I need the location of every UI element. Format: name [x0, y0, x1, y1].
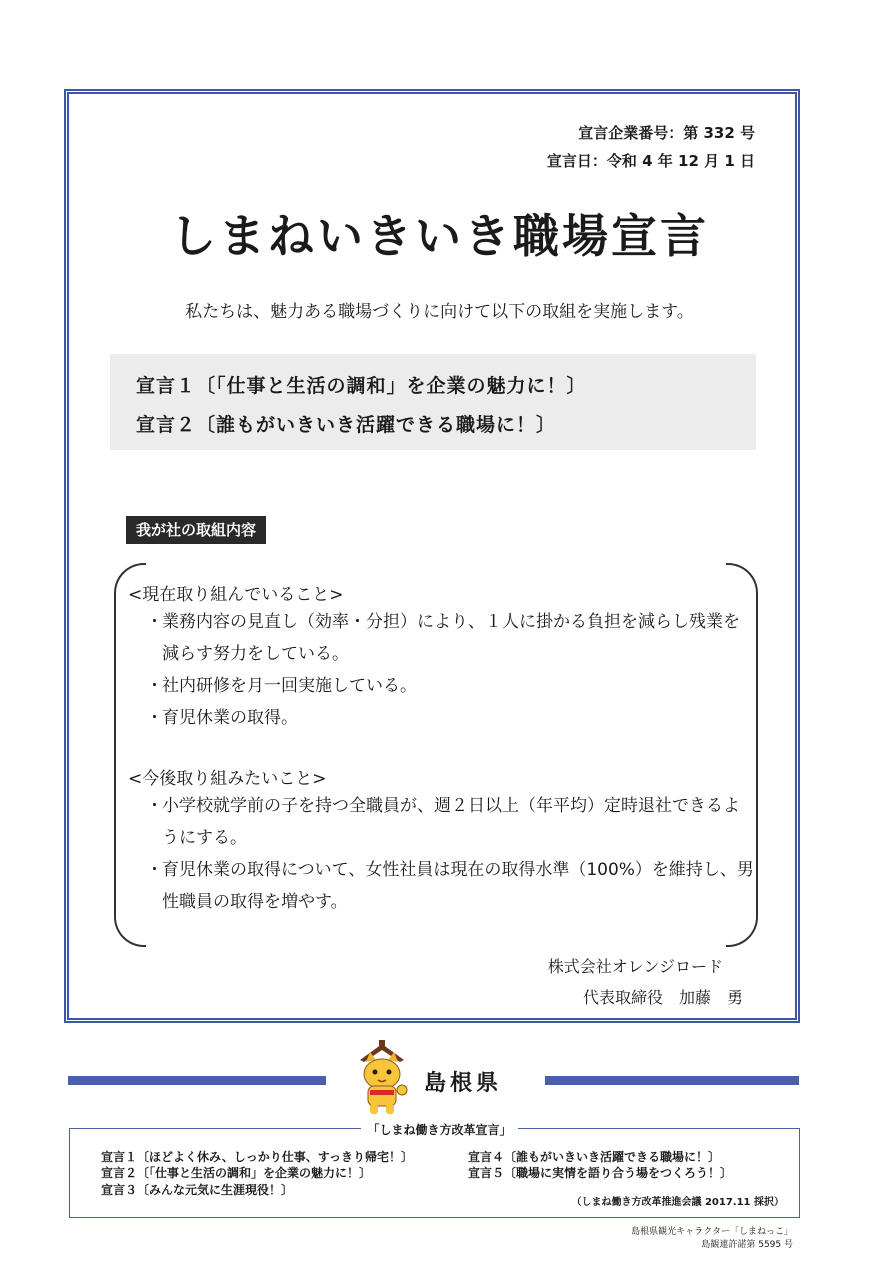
company-number: 宣言企業番号：第 332 号: [578, 124, 755, 142]
bullet: ・: [146, 676, 163, 696]
reform-declaration-5: 宣言５〔職場に実情を語り合う場をつくろう！〕: [468, 1166, 733, 1180]
current-item-3: [146, 702, 756, 734]
future-item-2-text: 育児休業の取得について、女性社員は現在の取得水準（100%）を維持し、男性職員の取得を増やす。: [162, 860, 754, 912]
current-item-2: [146, 670, 756, 702]
prefecture-name: 島根県: [424, 1071, 503, 1096]
reform-declaration-1: 宣言１〔ほどよく休み、しっかり仕事、すっきり帰宅！〕: [101, 1150, 414, 1164]
declaration-date: 宣言日：令和 4 年 12 月 1 日: [546, 152, 755, 170]
declaration-2: 宣言２〔誰もがいきいき活躍できる職場に！〕: [136, 414, 557, 436]
bullet: ・: [146, 612, 163, 632]
future-item-2: [146, 854, 756, 918]
divider-bar-right: [545, 1076, 799, 1085]
current-item-2-text: 社内研修を月一回実施している。: [162, 676, 417, 696]
current-efforts-heading: <現在取り組んでいること>: [128, 585, 344, 605]
current-item-1-text: 業務内容の見直し（効率・分担）により、１人に掛かる負担を減らし残業を減らす努力をしている。: [162, 612, 740, 664]
bullet: ・: [146, 708, 163, 728]
reform-title: 「しまね働き方改革宣言」: [361, 1123, 517, 1137]
company-name: 株式会社オレンジロード: [547, 957, 723, 976]
current-item-1: [146, 606, 756, 670]
declaration-1: 宣言１〔「仕事と生活の調和」を企業の魅力に！〕: [136, 375, 587, 397]
bracket-left: [114, 563, 146, 947]
section-label: 我が社の取組内容: [126, 516, 266, 544]
representative-name: 代表取締役 加藤 勇: [582, 988, 743, 1007]
reform-title-wrap: [0, 1119, 879, 1138]
future-item-1: [146, 790, 756, 854]
reform-declaration-2: 宣言２〔「仕事と生活の調和」を企業の魅力に！〕: [101, 1166, 372, 1180]
reform-declaration-4: 宣言４〔誰もがいきいき活躍できる職場に！〕: [468, 1150, 721, 1164]
intro-text: 私たちは、魅力ある職場づくりに向けて以下の取組を実施します。: [185, 302, 694, 322]
bullet: ・: [146, 796, 163, 816]
bullet: ・: [146, 860, 163, 880]
current-item-3-text: 育児休業の取得。: [162, 708, 298, 728]
shimanekko-mascot-icon: [352, 1038, 412, 1118]
page-title: しまねいきいき職場宣言: [170, 209, 709, 263]
footer-mascot-note: 島根県観光キャラクター「しまねっこ」: [631, 1227, 793, 1237]
footer-license: 島観連許諾第 5595 号: [701, 1240, 793, 1250]
divider-bar-left: [68, 1076, 326, 1085]
future-item-1-text: 小学校就学前の子を持つ全職員が、週２日以上（年平均）定時退社できるようにする。: [162, 796, 740, 848]
reform-credit: （しまね働き方改革推進会議 2017.11 採択）: [571, 1197, 784, 1208]
future-efforts-heading: <今後取り組みたいこと>: [128, 769, 327, 789]
reform-declaration-3: 宣言３〔みんな元気に生涯現役！〕: [101, 1183, 294, 1197]
